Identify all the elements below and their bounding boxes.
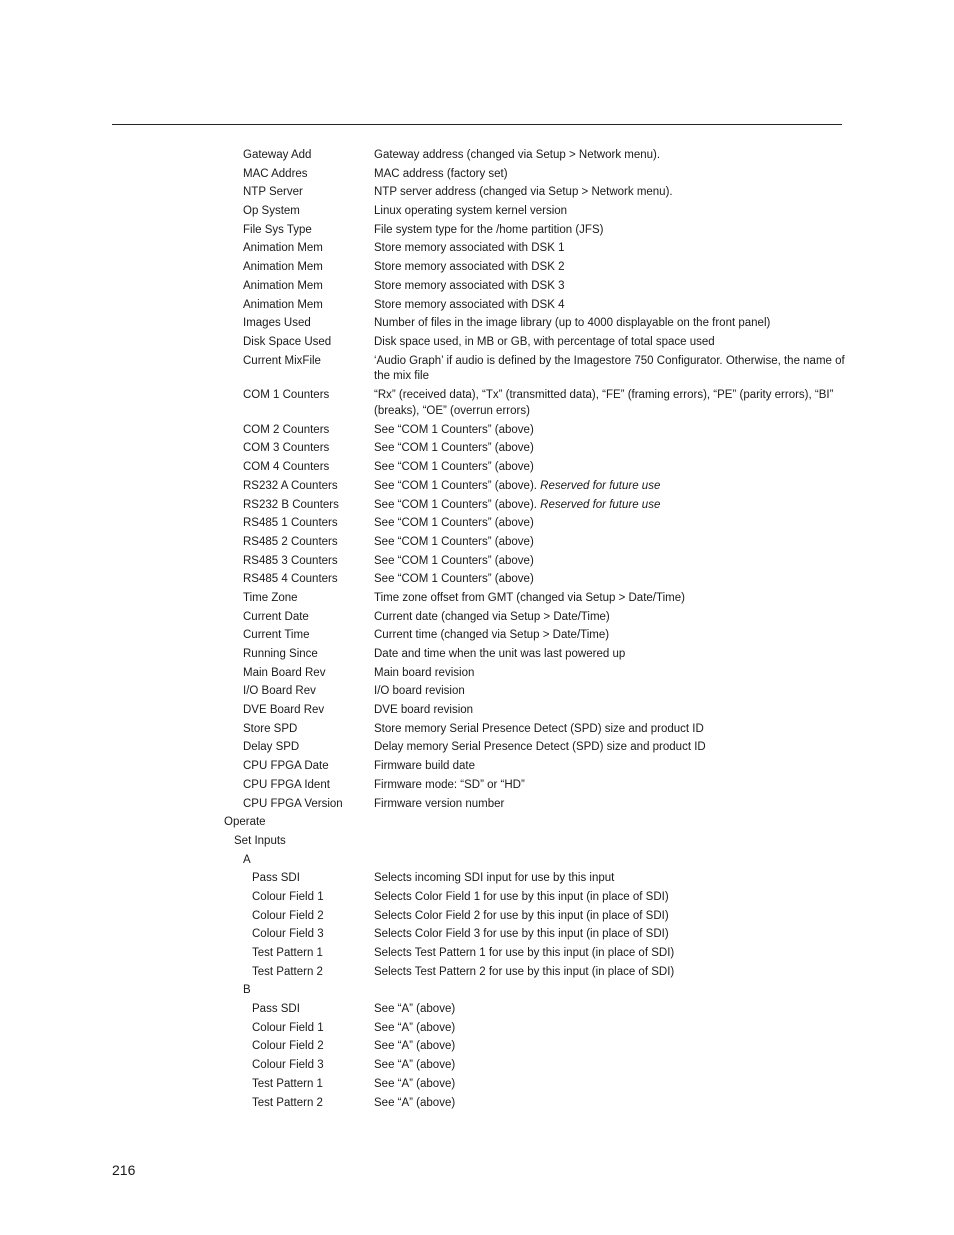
setting-name: Running Since: [243, 648, 318, 660]
table-row: [0, 388, 954, 423]
setting-description: [374, 204, 860, 220]
description-text: Store memory associated with DSK 1: [374, 242, 565, 255]
description-text: Selects Test Pattern 1 for use by this input (in place of SDI): [374, 947, 675, 959]
setting-name: RS232 A Counters: [243, 479, 338, 492]
table-row: [0, 223, 954, 242]
setting-name: Set Inputs: [234, 834, 286, 847]
description-text: Selects Test Pattern 2 for use by this input (in place of SDI): [374, 965, 675, 978]
description-text: See “A” (above): [374, 1077, 456, 1090]
table-row: [0, 740, 954, 759]
setting-name: File Sys Type: [243, 223, 312, 236]
setting-description: [374, 185, 860, 201]
table-row: [0, 185, 954, 204]
table-row: [0, 1058, 954, 1077]
description-text: MAC address (factory set): [374, 167, 508, 180]
settings-table: [0, 148, 954, 1114]
description-text: ‘Audio Graph’ if audio is defined by the Imagestore 750 Configurator. Otherwise, the name of the mix file: [374, 354, 845, 383]
setting-description: [374, 740, 860, 756]
setting-name: Colour Field 3: [252, 1059, 324, 1072]
setting-description: [374, 516, 860, 532]
table-row: [0, 1039, 954, 1058]
setting-description: [374, 1039, 860, 1055]
setting-name: RS485 2 Counters: [243, 535, 338, 548]
table-row: [0, 647, 954, 666]
setting-name: COM 1 Counters: [243, 389, 330, 402]
setting-name: Colour Field 1: [252, 890, 324, 903]
table-row: [0, 778, 954, 797]
setting-description: [374, 759, 860, 775]
setting-name: Main Board Rev: [243, 666, 326, 679]
description-text: See “COM 1 Counters” (above): [374, 461, 534, 474]
description-text: Time zone offset from GMT (changed via Setup > Date/Time): [374, 591, 685, 604]
table-row: [0, 516, 954, 535]
setting-name: A: [243, 853, 251, 866]
table-row: [0, 554, 954, 573]
setting-name: RS485 1 Counters: [243, 517, 338, 530]
setting-name: Test Pattern 2: [252, 965, 323, 978]
table-row: [0, 703, 954, 722]
setting-description: [374, 1077, 860, 1093]
setting-name: Colour Field 2: [252, 909, 324, 922]
table-row: [0, 797, 954, 816]
setting-description: [374, 1058, 860, 1074]
setting-name: COM 4 Counters: [243, 461, 330, 474]
setting-name: NTP Server: [243, 186, 303, 199]
description-text: Store memory associated with DSK 2: [374, 261, 565, 274]
setting-description: [374, 335, 860, 351]
setting-name: Colour Field 2: [252, 1040, 324, 1053]
table-row: [0, 460, 954, 479]
table-row: [0, 628, 954, 647]
description-text: Linux operating system kernel version: [374, 205, 568, 218]
setting-name: DVE Board Rev: [243, 704, 325, 717]
setting-description: [374, 647, 860, 663]
description-text: Firmware build date: [374, 760, 475, 773]
setting-name: RS485 4 Counters: [243, 573, 338, 586]
table-row: [0, 535, 954, 554]
table-row: [0, 279, 954, 298]
setting-name: Current Date: [243, 610, 309, 623]
setting-name: Test Pattern 2: [252, 1096, 323, 1109]
setting-name: CPU FPGA Version: [243, 797, 343, 810]
setting-description: [374, 1002, 860, 1018]
table-row: [0, 298, 954, 317]
description-text: I/O board revision: [374, 685, 465, 698]
setting-description: [374, 909, 860, 925]
table-row: [0, 853, 954, 872]
setting-name: Animation Mem: [243, 279, 323, 292]
description-text: DVE board revision: [374, 704, 474, 717]
setting-description: [374, 610, 860, 626]
setting-description: [374, 498, 860, 514]
setting-name: Op System: [243, 205, 300, 218]
setting-description: [374, 260, 860, 276]
table-row: [0, 1002, 954, 1021]
reserved-note: Reserved for future use: [540, 498, 661, 511]
setting-name: Colour Field 1: [252, 1021, 324, 1034]
setting-name: COM 3 Counters: [243, 442, 330, 455]
setting-description: [374, 591, 860, 607]
description-text: Current date (changed via Setup > Date/Time): [374, 610, 610, 623]
description-text: See “A” (above): [374, 1040, 456, 1053]
setting-name: I/O Board Rev: [243, 685, 316, 698]
table-row: [0, 610, 954, 629]
table-row: [0, 815, 954, 834]
setting-name: Images Used: [243, 317, 311, 330]
page-number: 216: [112, 1162, 136, 1178]
table-row: [0, 1077, 954, 1096]
table-row: [0, 1021, 954, 1040]
header-rule: [112, 124, 842, 125]
table-row: [0, 946, 954, 965]
setting-description: [374, 722, 860, 738]
description-text: Date and time when the unit was last powered up: [374, 648, 626, 660]
description-text: Store memory Serial Presence Detect (SPD) size and product ID: [374, 722, 704, 735]
table-row: [0, 909, 954, 928]
description-text: See “COM 1 Counters” (above): [374, 573, 534, 586]
setting-description: [374, 354, 860, 385]
setting-description: [374, 927, 860, 943]
setting-name: Delay SPD: [243, 741, 300, 754]
setting-description: [374, 666, 860, 682]
setting-name: Operate: [224, 816, 266, 829]
table-row: [0, 335, 954, 354]
setting-name: CPU FPGA Ident: [243, 778, 330, 791]
setting-description: [374, 479, 860, 495]
setting-name: Time Zone: [243, 591, 298, 604]
setting-name: Current MixFile: [243, 354, 321, 367]
table-row: [0, 241, 954, 260]
description-text: Selects Color Field 1 for use by this input (in place of SDI): [374, 890, 669, 903]
table-row: [0, 316, 954, 335]
description-text: Firmware mode: “SD” or “HD”: [374, 778, 525, 791]
table-row: [0, 834, 954, 853]
description-text: Store memory associated with DSK 4: [374, 298, 565, 311]
setting-name: Test Pattern 1: [252, 947, 323, 959]
description-text: Store memory associated with DSK 3: [374, 279, 565, 292]
description-text: File system type for the /home partition (JFS): [374, 223, 604, 236]
description-text: Gateway address (changed via Setup > Network menu).: [374, 149, 661, 161]
setting-description: [374, 778, 860, 794]
setting-name: Current Time: [243, 629, 310, 642]
table-row: [0, 479, 954, 498]
setting-description: [374, 890, 860, 906]
setting-description: [374, 797, 860, 813]
table-row: [0, 260, 954, 279]
setting-name: Disk Space Used: [243, 335, 332, 348]
table-row: [0, 965, 954, 984]
table-row: [0, 572, 954, 591]
description-text: Number of files in the image library (up to 4000 displayable on the front panel): [374, 317, 771, 330]
setting-description: [374, 1021, 860, 1037]
table-row: [0, 204, 954, 223]
setting-description: [374, 423, 860, 439]
description-text: See “COM 1 Counters” (above): [374, 554, 534, 567]
table-row: [0, 871, 954, 890]
setting-description: [374, 388, 860, 419]
table-row: [0, 148, 954, 167]
setting-name: Colour Field 3: [252, 928, 324, 941]
description-text: See “COM 1 Counters” (above).: [374, 498, 541, 511]
setting-description: [374, 535, 860, 551]
table-row: [0, 890, 954, 909]
table-row: [0, 167, 954, 186]
description-text: See “A” (above): [374, 1003, 456, 1016]
setting-description: [374, 316, 860, 332]
description-text: Current time (changed via Setup > Date/Time): [374, 629, 610, 642]
table-row: [0, 441, 954, 460]
description-text: Delay memory Serial Presence Detect (SPD) size and product ID: [374, 741, 706, 754]
table-row: [0, 722, 954, 741]
table-row: [0, 591, 954, 610]
description-text: “Rx” (received data), “Tx” (transmitted data), “FE” (framing errors), “PE” (parity errors), “BI” (breaks), “OE” (overrun errors): [374, 389, 834, 417]
description-text: See “COM 1 Counters” (above): [374, 442, 534, 455]
setting-description: [374, 167, 860, 183]
setting-description: [374, 871, 860, 887]
setting-description: [374, 148, 860, 164]
description-text: See “A” (above): [374, 1021, 456, 1034]
setting-description: [374, 460, 860, 476]
table-row: [0, 927, 954, 946]
description-text: See “COM 1 Counters” (above): [374, 535, 534, 548]
table-row: [0, 666, 954, 685]
setting-name: RS485 3 Counters: [243, 554, 338, 567]
description-text: See “A” (above): [374, 1096, 456, 1109]
setting-description: [374, 965, 860, 981]
setting-name: COM 2 Counters: [243, 423, 330, 436]
setting-description: [374, 279, 860, 295]
setting-description: [374, 703, 860, 719]
setting-name: Pass SDI: [252, 872, 300, 885]
table-row: [0, 684, 954, 703]
setting-description: [374, 946, 860, 962]
setting-description: [374, 298, 860, 314]
description-text: See “COM 1 Counters” (above).: [374, 479, 541, 492]
description-text: Selects Color Field 2 for use by this input (in place of SDI): [374, 909, 669, 922]
setting-name: B: [243, 984, 251, 997]
setting-description: [374, 223, 860, 239]
setting-name: Animation Mem: [243, 242, 323, 255]
description-text: Selects Color Field 3 for use by this input (in place of SDI): [374, 928, 669, 941]
setting-name: Animation Mem: [243, 261, 323, 274]
setting-description: [374, 572, 860, 588]
setting-description: [374, 684, 860, 700]
description-text: Main board revision: [374, 666, 475, 679]
setting-description: [374, 441, 860, 457]
description-text: NTP server address (changed via Setup > Network menu).: [374, 186, 673, 199]
description-text: Firmware version number: [374, 797, 505, 810]
setting-name: Animation Mem: [243, 298, 323, 311]
setting-description: [374, 628, 860, 644]
description-text: See “A” (above): [374, 1059, 456, 1072]
setting-description: [374, 241, 860, 257]
table-row: [0, 423, 954, 442]
setting-name: Pass SDI: [252, 1003, 300, 1016]
description-text: Selects incoming SDI input for use by this input: [374, 872, 615, 885]
table-row: [0, 1096, 954, 1115]
setting-name: Gateway Add: [243, 149, 312, 161]
setting-name: Test Pattern 1: [252, 1077, 323, 1090]
description-text: See “COM 1 Counters” (above): [374, 423, 534, 436]
table-row: [0, 498, 954, 517]
setting-name: Store SPD: [243, 722, 298, 735]
table-row: [0, 983, 954, 1002]
setting-description: [374, 1096, 860, 1112]
description-text: Disk space used, in MB or GB, with percentage of total space used: [374, 335, 715, 348]
setting-name: RS232 B Counters: [243, 498, 339, 511]
setting-name: CPU FPGA Date: [243, 760, 329, 773]
table-row: [0, 759, 954, 778]
setting-description: [374, 554, 860, 570]
description-text: See “COM 1 Counters” (above): [374, 517, 534, 530]
table-row: [0, 354, 954, 389]
setting-name: MAC Addres: [243, 167, 308, 180]
reserved-note: Reserved for future use: [540, 479, 661, 492]
